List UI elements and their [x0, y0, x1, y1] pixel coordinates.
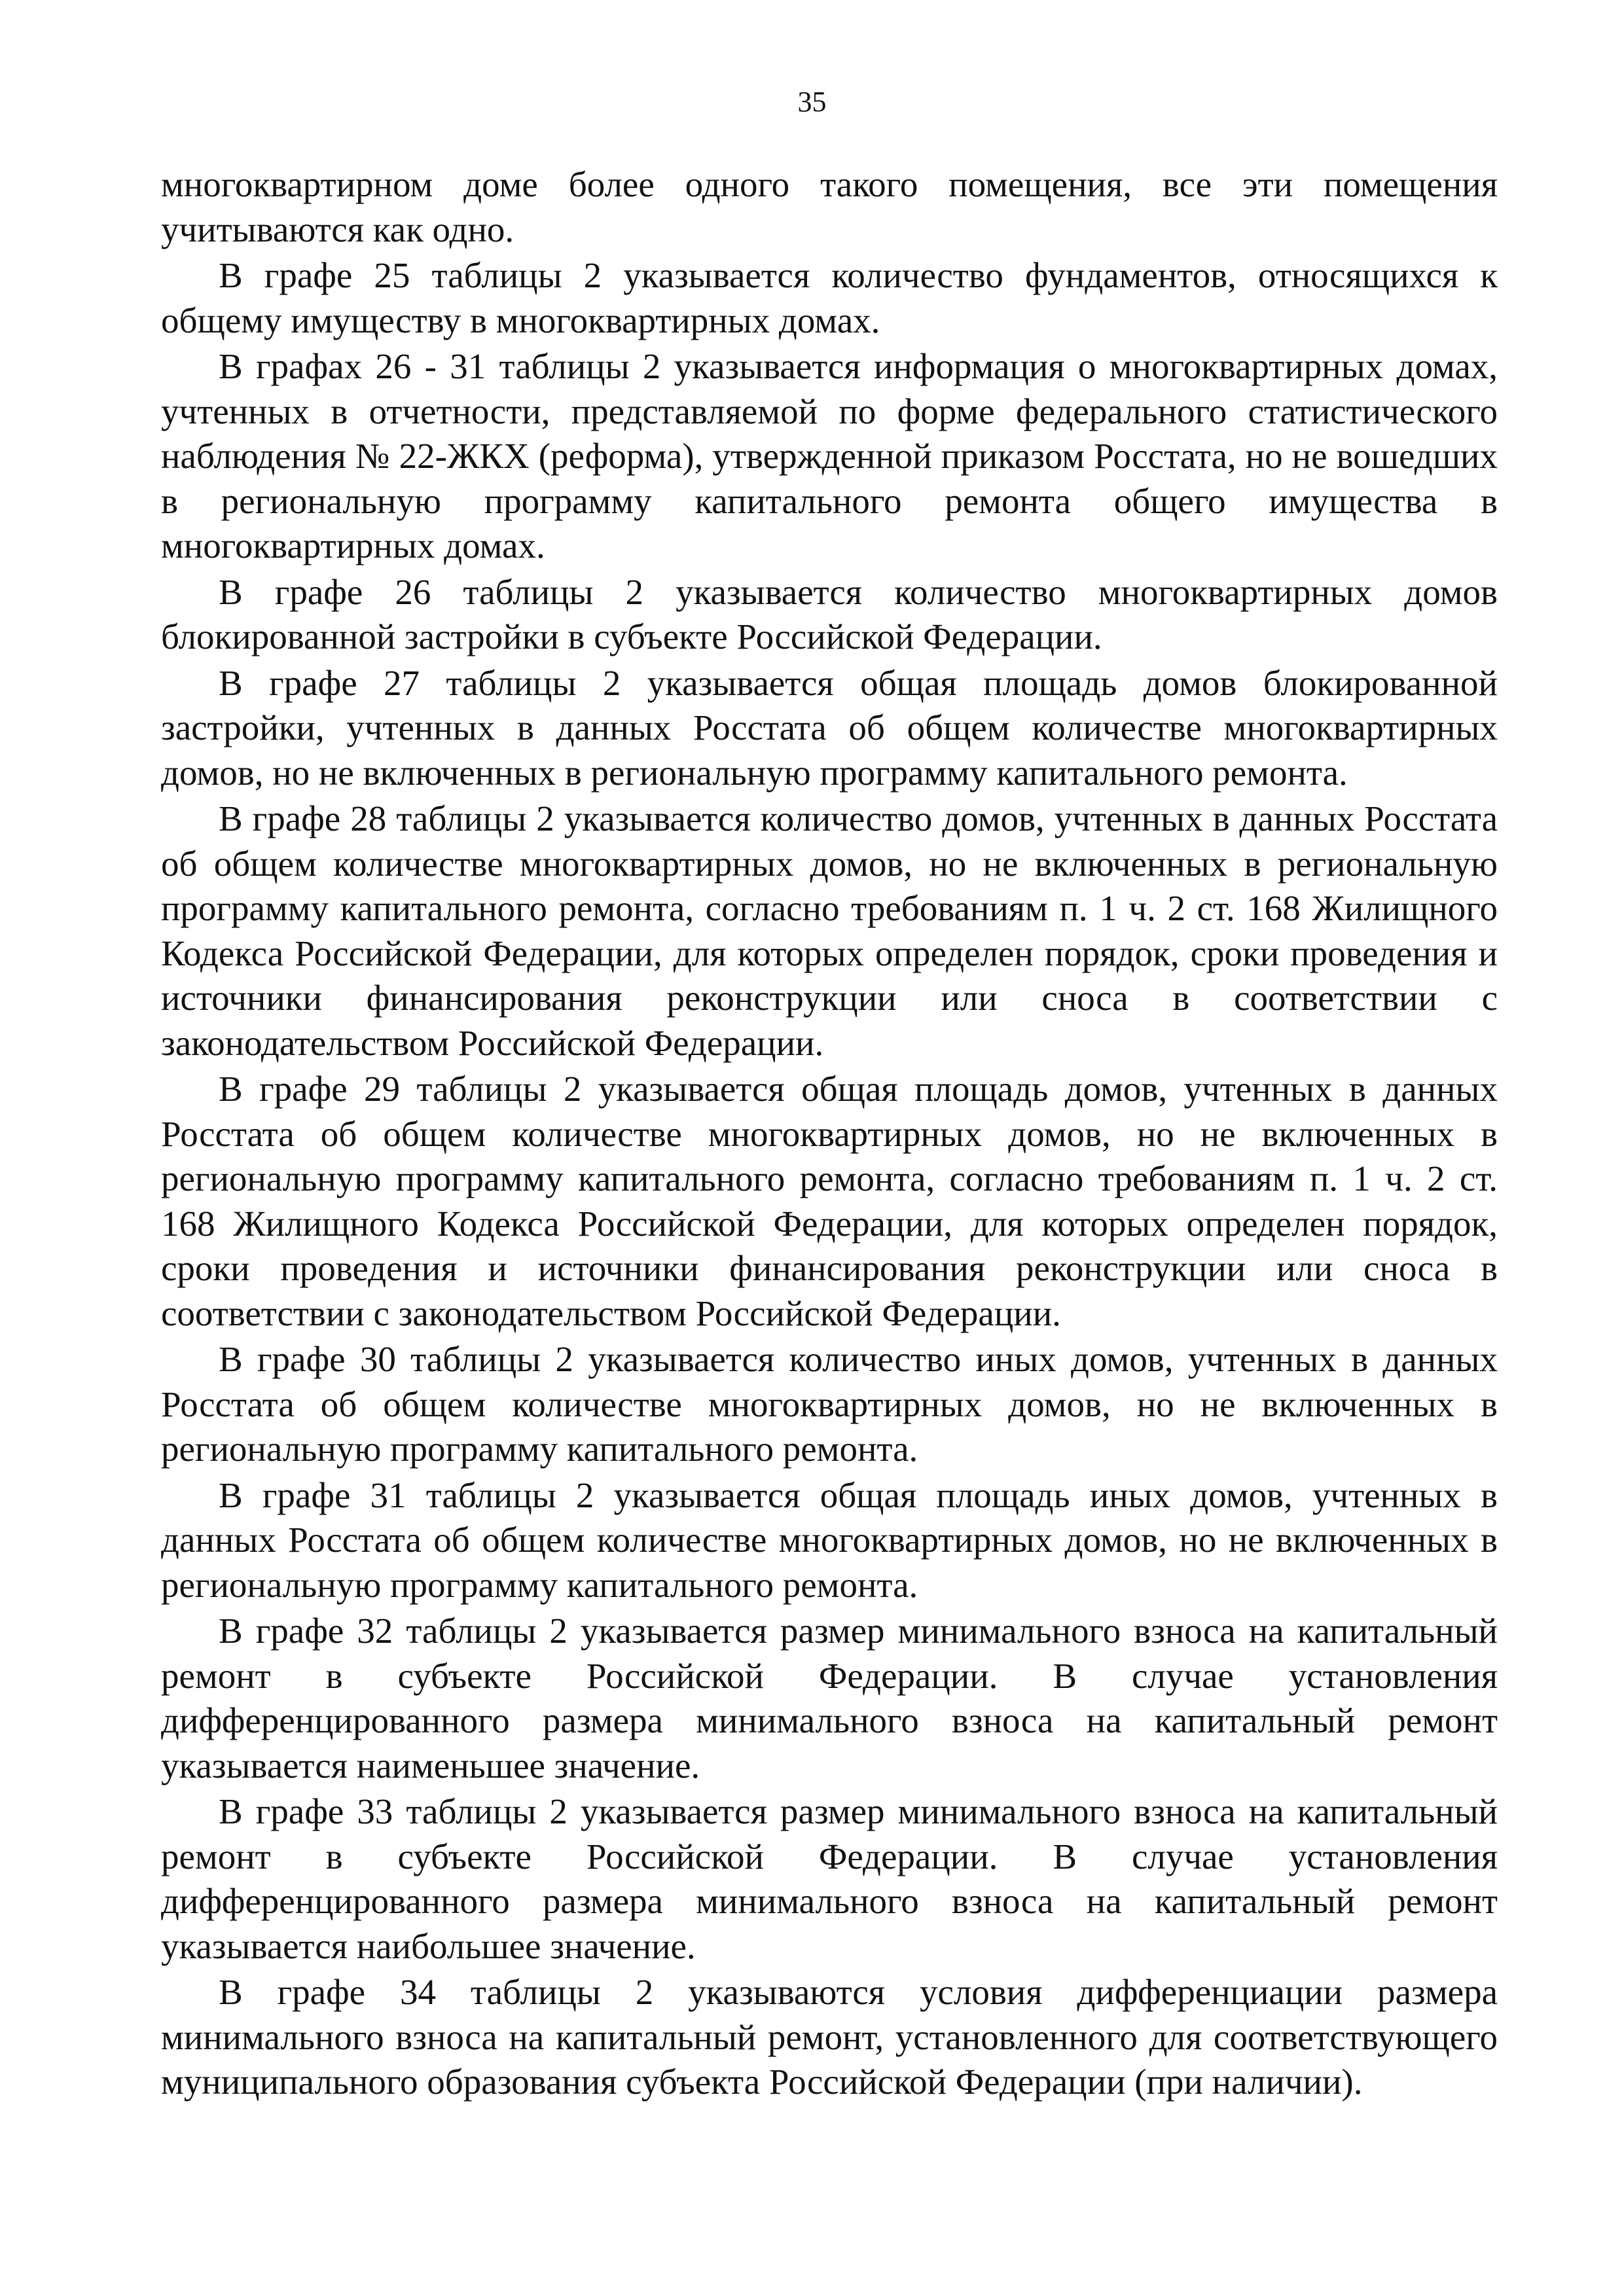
paragraph-columns-26-31: В графах 26 - 31 таблицы 2 указывается информация о многоквартирных домах, учтенных в отчетности, представляемой по форме федерального статистического наблюдения № 22-ЖКХ (реформа), утвержденной приказом Росстата, но не вошедших в региональную программу капитального ремонта общего имущества в многоквартирных домах.	[161, 346, 1498, 565]
paragraph-column-29: В графе 29 таблицы 2 указывается общая площадь домов, учтенных в данных Росстата об общем количестве многоквартирных домов, но не включенных в региональную программу капитального ремонта, согласно требованиям п. 1 ч. 2 ст. 168 Жилищного Кодекса Российской Федерации, для которых определен порядок, сроки проведения и источники финансирования реконструкции или сноса в соответствии с законодательством Российской Федерации.	[161, 1069, 1498, 1333]
page-number: 35	[797, 86, 827, 118]
paragraph-column-33: В графе 33 таблицы 2 указывается размер минимального взноса на капитальный ремонт в субъекте Российской Федерации. В случае установления дифференцированного размера минимального взноса на капитальный ремонт указывается наибольшее значение.	[161, 1791, 1498, 1966]
paragraph-column-25: В графе 25 таблицы 2 указывается количество фундаментов, относящихся к общему имуществу в многоквартирных домах.	[161, 255, 1498, 340]
paragraph-column-34: В графе 34 таблицы 2 указываются условия дифференциации размера минимального взноса на капитальный ремонт, установленного для соответствующего муниципального образования субъекта Российской Федерации (при наличии).	[161, 1972, 1498, 2102]
paragraph-column-27: В графе 27 таблицы 2 указывается общая площадь домов блокированной застройки, учтенных в данных Росстата об общем количестве многоквартирных домов, но не включенных в региональную программу капитального ремонта.	[161, 662, 1498, 793]
paragraph-column-31: В графе 31 таблицы 2 указывается общая площадь иных домов, учтенных в данных Росстата об общем количестве многоквартирных домов, но не включенных в региональную программу капитального ремонта.	[161, 1475, 1498, 1605]
paragraph-continuation: многоквартирном доме более одного такого помещения, все эти помещения учитываются как одно.	[161, 164, 1498, 249]
document-body	[161, 162, 1498, 2106]
paragraph-column-26: В графе 26 таблицы 2 указывается количество многоквартирных домов блокированной застройки в субъекте Российской Федерации.	[161, 571, 1498, 656]
paragraph-column-28: В графе 28 таблицы 2 указывается количество домов, учтенных в данных Росстата об общем количестве многоквартирных домов, но не включенных в региональную программу капитального ремонта, согласно требованиям п. 1 ч. 2 ст. 168 Жилищного Кодекса Российской Федерации, для которых определен порядок, сроки проведения и источники финансирования реконструкции или сноса в соответствии с законодательством Российской Федерации.	[161, 798, 1498, 1063]
paragraph-column-32: В графе 32 таблицы 2 указывается размер минимального взноса на капитальный ремонт в субъекте Российской Федерации. В случае установления дифференцированного размера минимального взноса на капитальный ремонт указывается наименьшее значение.	[161, 1611, 1498, 1785]
paragraph-column-30: В графе 30 таблицы 2 указывается количество иных домов, учтенных в данных Росстата об общем количестве многоквартирных домов, но не включенных в региональную программу капитального ремонта.	[161, 1339, 1498, 1469]
